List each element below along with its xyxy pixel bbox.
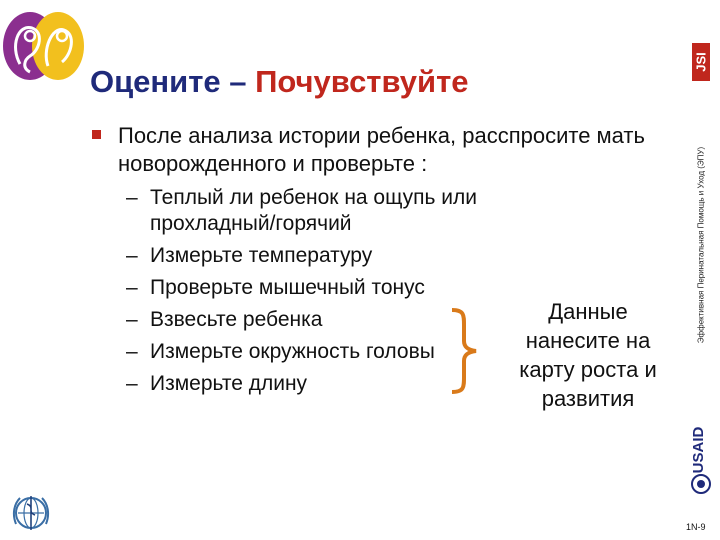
bullet-square-icon	[92, 130, 101, 139]
page-number: 1N-9	[686, 522, 706, 532]
jsi-logo-text: JSI	[693, 52, 709, 72]
dash-mark: –	[126, 308, 138, 331]
list-item-text: Проверьте мышечный тонус	[150, 276, 425, 299]
page-title	[90, 64, 469, 100]
title-part-assess: Оцените –	[90, 64, 256, 99]
jsi-logo	[692, 43, 710, 81]
dash-mark: –	[126, 244, 138, 267]
usaid-logo	[688, 404, 718, 496]
list-item-text: Измерьте температуру	[150, 244, 373, 267]
main-bullet-text: После анализа истории ребенка, расспросите мать новорожденного и проверьте :	[118, 123, 645, 176]
dash-mark: –	[126, 372, 138, 395]
dash-mark: –	[126, 186, 138, 209]
list-item-text: Взвесьте ребенка	[150, 308, 323, 331]
list-item-text: Теплый ли ребенок на ощупь или прохладный/горячий	[150, 186, 477, 235]
side-caption	[690, 100, 712, 390]
curly-brace-icon	[446, 307, 480, 395]
dash-mark: –	[126, 340, 138, 363]
who-emblem-icon	[8, 490, 54, 536]
side-caption-text: Эффективная Перинатальная Помощь и Уход (ЭПУ)	[696, 146, 706, 344]
mother-baby-logo-icon	[0, 6, 90, 86]
title-part-feel: Почувствуйте	[255, 64, 469, 99]
growth-chart-note: Данные нанесите на карту роста и развития	[519, 299, 657, 411]
svg-text:USAID: USAID	[690, 426, 707, 474]
list-item-text: Измерьте длину	[150, 372, 308, 395]
dash-mark: –	[126, 276, 138, 299]
list-item-text: Измерьте окружность головы	[150, 340, 435, 363]
